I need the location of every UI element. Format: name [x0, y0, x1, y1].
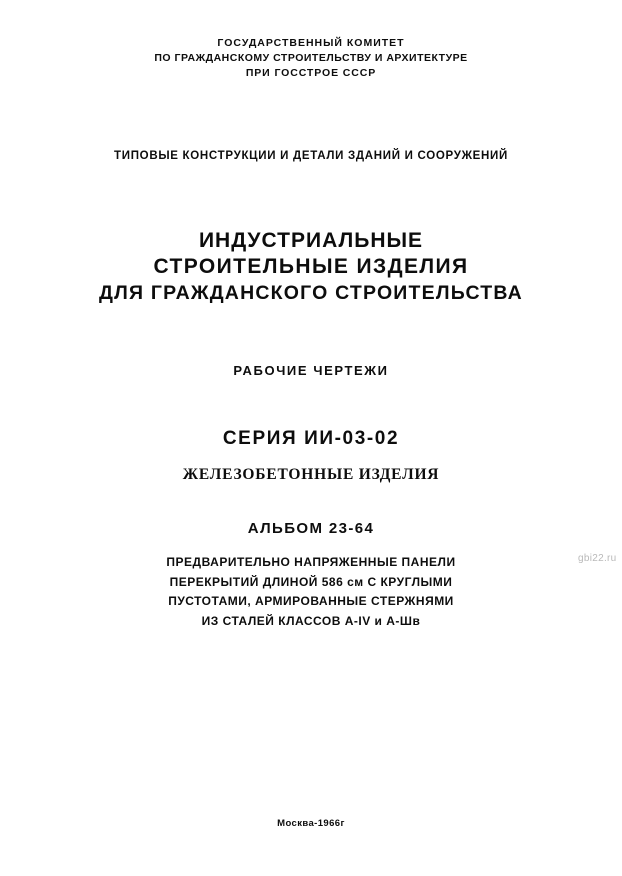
collection-subtitle: ТИПОВЫЕ КОНСТРУКЦИИ И ДЕТАЛИ ЗДАНИЙ И СООРУЖЕНИЙ [114, 150, 508, 162]
committee-line-3: ПРИ ГОССТРОЕ СССР [245, 67, 377, 79]
series-code: СЕРИЯ ИИ-03-02 [222, 428, 400, 449]
title-line-2: СТРОИТЕЛЬНЫЕ ИЗДЕЛИЯ [153, 255, 469, 278]
page-title [0, 228, 622, 306]
city-year: Москва-1966г [277, 818, 345, 829]
title-line-1: ИНДУСТРИАЛЬНЫЕ [198, 229, 424, 252]
issuing-committee [0, 36, 622, 81]
committee-line-1: ГОСУДАРСТВЕННЫЙ КОМИТЕТ [217, 37, 405, 49]
committee-line-2: ПО ГРАЖДАНСКОМУ СТРОИТЕЛЬСТВУ И АРХИТЕКТУРЕ [154, 52, 468, 64]
album-number: АЛЬБОМ 23-64 [247, 520, 375, 537]
description-line-4: ИЗ СТАЛЕЙ КЛАССОВ А-IV и А-Шв [201, 613, 421, 628]
description-line-1: ПРЕДВАРИТЕЛЬНО НАПРЯЖЕННЫЕ ПАНЕЛИ [166, 555, 456, 569]
title-line-3: ДЛЯ ГРАЖДАНСКОГО СТРОИТЕЛЬСТВА [99, 282, 523, 304]
album-description [0, 553, 622, 631]
description-line-3: ПУСТОТАМИ, АРМИРОВАННЫЕ СТЕРЖНЯМИ [168, 594, 454, 608]
description-line-2: ПЕРЕКРЫТИЙ ДЛИНОЙ 586 см С КРУГЛЫМИ [169, 574, 453, 589]
product-category: ЖЕЛЕЗОБЕТОННЫЕ ИЗДЕЛИЯ [182, 466, 440, 483]
working-drawings-label: РАБОЧИЕ ЧЕРТЕЖИ [233, 363, 389, 378]
watermark-text: gbi22.ru [578, 553, 617, 564]
